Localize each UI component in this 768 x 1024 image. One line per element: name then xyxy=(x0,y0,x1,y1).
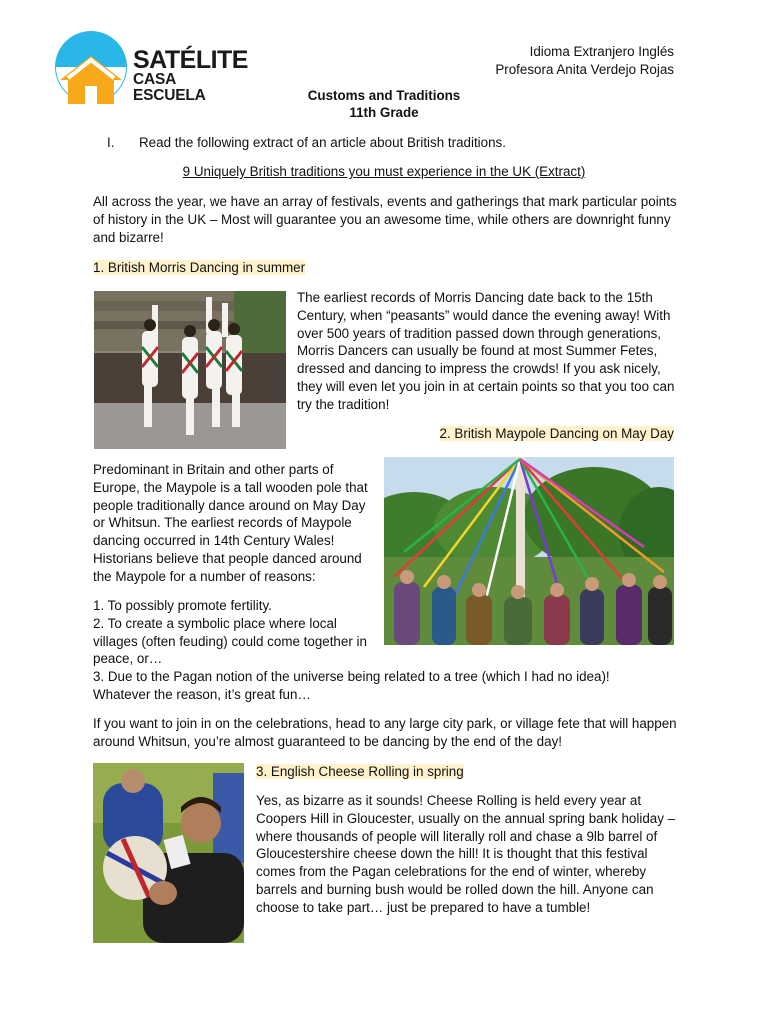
section-2-heading-text: 2. British Maypole Dancing on May Day xyxy=(439,426,674,441)
intro-paragraph: All across the year, we have an array of festivals, events and gatherings that mark particular points of history in the UK – Most will guarantee you an awesome time, while others are downright funny and bizarre! xyxy=(93,194,677,245)
article-title xyxy=(0,163,768,181)
list-item: 3. Due to the Pagan notion of the universe being related to a tree (which I had no idea)! Whatever the reason, it’s great fun… xyxy=(93,669,610,702)
title-line2: 11th Grade xyxy=(349,105,419,120)
section-2-closing: If you want to join in on the celebrations, head to any large city park, or village fete that will happen around Whitsun, you’re almost guaranteed to be dancing by the end of the day! xyxy=(93,716,677,749)
header-info xyxy=(495,43,674,79)
morris-dancing-photo xyxy=(94,291,286,449)
list-item: 1. To possibly promote fertility. xyxy=(93,598,272,613)
section-1-heading-text: 1. British Morris Dancing in summer xyxy=(93,260,306,275)
maypole-reasons-list xyxy=(93,597,663,704)
section-3-body: Yes, as bizarre as it sounds! Cheese Rolling is held every year at Coopers Hill in Gloucester, usually on the annual spring bank holiday – where thousands of people will literally roll and chase a 9lb barrel of Gloucestershire cheese down the hill! It is thought that this festival comes from the Pagan celebrations for the end of winter, whereby barrels and burning bush would be rolled down the hill. Anyone can choose to take part… just be prepared to have a tumble! xyxy=(256,793,676,915)
instruction-numeral: I. xyxy=(107,135,115,150)
section-2-heading xyxy=(440,425,674,443)
title-line1: Customs and Traditions xyxy=(307,88,461,103)
section-2-body: Predominant in Britain and other parts of Europe, the Maypole is a tall wooden pole that people traditionally dance around on May Day or Whitsun. The earliest records of Maypole dancing occurred in 14th Century Wales! Historians believe that people danced around the Maypole for a number of reasons: xyxy=(93,462,368,584)
list-item: 2. To create a symbolic place where local villages (often feuding) could come together in peace, or… xyxy=(93,615,367,667)
section-1-body: The earliest records of Morris Dancing date back to the 15th Century, when “peasants” would dance the evening away! With over 500 years of tradition passed down through generations, Morris Dancers can usually be found at most Summer Fetes, dressed and dancing to impress the crowds! If you ask nicely, they will even let you join in at certain points so that you too can try the tradition! xyxy=(297,290,675,412)
section-3-heading-text: 3. English Cheese Rolling in spring xyxy=(256,764,464,779)
section-3-heading xyxy=(256,763,464,781)
article-title-text: 9 Uniquely British traditions you must experience in the UK (Extract) xyxy=(182,164,586,179)
header-teacher: Profesora Anita Verdejo Rojas xyxy=(495,62,674,77)
section-1-heading xyxy=(93,259,305,277)
page-title xyxy=(0,87,768,121)
logo-name-line1: SATÉLITE xyxy=(133,46,248,74)
header-subject: Idioma Extranjero Inglés xyxy=(529,44,674,59)
cheese-rolling-photo xyxy=(93,763,244,943)
logo-name-line2: CASA ESCUELA xyxy=(133,71,206,104)
instruction-text: Read the following extract of an article about British traditions. xyxy=(139,135,506,150)
